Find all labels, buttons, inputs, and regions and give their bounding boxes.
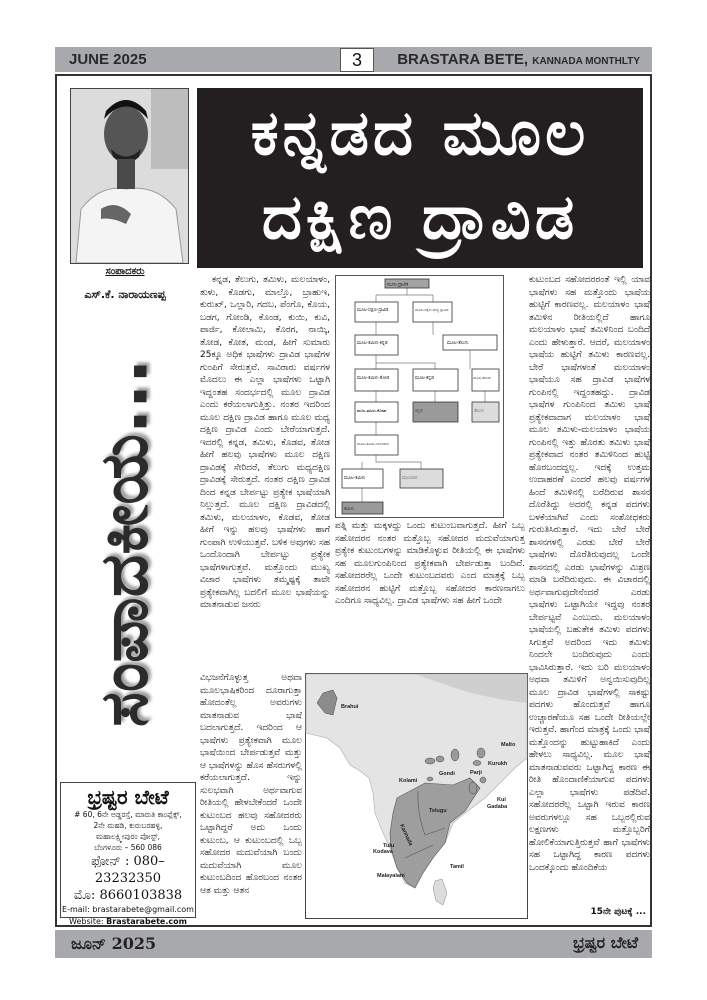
node-label: ತಮಿಳು — [344, 507, 355, 512]
mobile: ಮೊ: 8660103838 — [73, 888, 183, 903]
publication-sub: KANNADA MONTHLTY — [532, 56, 640, 67]
article-column-2 — [335, 520, 525, 672]
headline-line-2: ದಕ್ಷಿಣ ದ್ರಾವಿಡ — [261, 180, 579, 253]
node-label: ಮೂಲ-ತೆಲುಗು — [473, 376, 491, 380]
header-publication — [397, 51, 640, 68]
address-line: 2ನೇ ಮಹಡಿ, ಕುರುಬರಹಳ್ಳಿ, — [93, 821, 163, 830]
node-label: ಮೂಲ-ತಮಿಳು-ಮಲಯಾಳ — [357, 442, 389, 446]
map-label-malayalam: Malayalam — [377, 873, 405, 879]
phone: ಫೋನ್ : 080–23232350 — [91, 854, 165, 886]
node-label: ಮೂಲ-ತಮಿಳು-ಕೊಡವ — [357, 408, 387, 413]
map-label-telugu: Telugu — [429, 808, 447, 814]
article-paragraph: ಪತ್ನಿ ಮತ್ತು ಮಕ್ಕಳದ್ದು ಒಂದು ಕುಟುಂಬವಾಗುತ್ತದೆ. ಹೀಗೆ ಒಬ್ಬ ಸಹೋದರನ ನಂತರ ಮತ್ತೊಬ್ಬ ಸಹೋದರ ಮದುವೆಯಾಗುತ್ತ ಪ್ರತ್ಯೇಕ ಕುಟುಂಬಗಳನ್ನು ಮಾಡಿಕೊಳ್ಳುವ ರೀತಿಯಲ್ಲಿ ಈ ಭಾಷೆಗಳು ಸಹ ಮೂಲಗುಂಪಿನಿಂದ ಪ್ರತ್ಯೇಕವಾಗಿ ಬೇರ್ಪಡುತ್ತಾ ಬಂದಿವೆ. ಸಹೋದರರೆಲ್ಲ ಒಂದೇ ಕುಟುಂಬದವರು ಎಂದ ಮಾತ್ರಕ್ಕೆ ಒಬ್ಬ ಸಹೋದರನ ಹುಟ್ಟಿಗೆ ಮತ್ತೊಬ್ಬ ಸಹೋದರ ಕಾರಣನಾಗಲು ಎಂದಿಗೂ ಸಾಧ್ಯವಿಲ್ಲ. ದ್ರಾವಿಡ ಭಾಷೆಗಳು ಸಹ ಹೀಗೆ ಒಂದೇ — [335, 521, 525, 606]
editor-name: ಎಸ್.ಕೆ. ನಾರಾಯಣಪ್ಪ — [84, 288, 166, 301]
node-label: ಕನ್ನಡ — [415, 409, 423, 414]
website-label: Website: — [69, 917, 104, 926]
editor-label: ಸಂಪಾದಕರು — [105, 266, 145, 277]
language-family-tree-diagram — [335, 275, 505, 519]
footer-date: ಜೂನ್ 2025 — [71, 934, 157, 953]
footer-publication: ಭ್ರಷ್ಟರ ಬೇಟೆ — [573, 933, 638, 952]
node-label: ಮೂಲ-ತೆಲುಗು — [447, 341, 469, 346]
article-paragraph: ಕುಟುಂಬದ ಸಹೋದರರಂತೆ ಇಲ್ಲಿ ಯಾವ ಭಾಷೆಗಳು ಸಹ ಮತ್ತೊಂದು ಭಾಷೆಯ ಹುಟ್ಟಿಗೆ ಕಾರಣವಲ್ಲ. ಮಲಯಾಳಂ ಭಾಷೆ ತಮಿಳಿನ ರೀತಿಯಲ್ಲಿದೆ ಹಾಗೂ ಮಲಯಾಳಂ ಭಾಷೆ ತಮಿಳಿನಿಂದ ಬಂದಿದೆ ಎಂದು ಹೇಳುತ್ತಾರೆ. ಆದರೆ, ಮಲಯಾಳಂ ಭಾಷೆಯ ಹುಟ್ಟಿಗೆ ತಮಿಳು ಕಾರಣವಲ್ಲ. ಬೇರೆ ಭಾಷೆಗಳಂತೆ ಮಲಯಾಳಂ ಭಾಷೆಯೂ ಸಹ ದ್ರಾವಿಡ ಭಾಷೆಗಳ ಗುಂಪಿನಲ್ಲಿ ಇದ್ದಂತಹದ್ದು. ದ್ರಾವಿಡ ಭಾಷೆಗಳ ಗುಂಪಿನಿಂದ ತಮಿಳು ಭಾಷೆ ಪ್ರತ್ಯೇಕವಾದಾಗ ಮಲಯಾಳಂ ಭಾಷೆ ಮೂಲ ತಮಿಳು-ಮಲಯಾಳಂ ಭಾಷೆಯ ಗುಂಪಿನಲ್ಲಿ ಇತ್ತು ಹೊರತು ತಮಿಳು ಭಾಷೆ ಪ್ರತ್ಯೇಕವಾದ ನಂತರ ತಮಿಳಿನಿಂದ ಹುಟ್ಟಿ ಹೊರಬಂದದ್ದಲ್ಲ. ಇದಕ್ಕೆ ಉತ್ತಮ ಉದಾಹರಣೆ ಎಂದರೆ ಹಲವು ವರ್ಷಗಳ ಹಿಂದೆ ತಮಿಳಿನಲ್ಲಿ ಬರೆದಿರುವ ಶಾಸನ ದೊರೆತಿದ್ದು ಅದರಲ್ಲಿ ಕನ್ನಡ ಪದಗಳು ಬಳಕೆಯಾಗಿವೆ ಎಂದು ಸಂಶೋಧಕರು ಗುರುತಿಸಿರುತ್ತಾರೆ. ಇದು ಬೇರೆ ಬೇರೆ ಶಾಸನಗಳಲ್ಲಿ ಎರಡು ಬೇರೆ ಬೇರೆ ಭಾಷೆಗಳು ದೊರೆತಿರುವುದಲ್ಲ ಒಂದೇ ಶಾಸನದಲ್ಲಿ ಎರಡು ಭಾಷೆಗಳನ್ನು ಮಿಶ್ರಣ ಮಾಡಿ ಬರೆದಿರುವುದು. ಈ ವಿಚಾರದಲ್ಲಿ ಅರ್ಥವಾಗುವುದೇನೆಂದರೆ ಎರಡು ಭಾಷೆಗಳು ಒಟ್ಟಾಗಿಯೇ ಇದ್ದವು ನಂತರ ಬೇರ್ಪಟ್ಟವೆ ಎಂಬುದು. ಮಲಯಾಳಂ ಭಾಷೆಯಲ್ಲಿ ಬಹುತೇಕ ತಮಿಳು ಪದಗಳು ಸಿಗುತ್ತವೆ ಅದರಿಂದ ಇದು ತಮಿಳು ನಿಂದಲೇ ಬಂದಿರುವುದು ಎಂದು ಭಾವಿಸಿರುತ್ತಾರೆ. ಇದು ಬರಿ ಮಲಯಾಳಂ ಅಥವಾ ತಮಿಳಿಗೆ ಅನ್ವಯಿಸುವುದಿಲ್ಲ ಮೂಲ ದ್ರಾವಿಡ ಭಾಷೆಗಳಲ್ಲಿ ಸಾಕಷ್ಟು ಪದಗಳು ಹೊಂದುತ್ತವೆ ಹಾಗೂ ಉಚ್ಚಾರಣೆಯೂ ಸಹ ಒಂದೇ ರೀತಿಯಲ್ಲೇ ಇರುತ್ತವೆ. ಹಾಗೆಂದ ಮಾತ್ರಕ್ಕೆ ಒಂದು ಭಾಷೆ ಮತ್ತೊಂದನ್ನು ಹುಟ್ಟುಹಾಕಿದೆ ಎಂದು ಹೇಳಲು ಸಾಧ್ಯವಿಲ್ಲ. ಮೂಲ ಭಾಷೆ ಮಾತನಾಡುವವರು ಒಟ್ಟಾಗಿದ್ದ ಕಾರಣ ಈ ರೀತಿ ಹೊಂದಾಣಿಕೆಯಾಗುವ ಪದಗಳು ಎಲ್ಲಾ ಭಾಷೆಗಳು ಪಡೆದಿವೆ. ಸಹೋದರರೆಲ್ಲ ಒಟ್ಟಾಗಿ ಇರುವ ಕಾರಣ ಅವರುಗಳಲ್ಲೂ ಸಹ ಒಬ್ಬರಲ್ಲಿರುವ ಲಕ್ಷಣಗಳು ಮತ್ತೊಬ್ಬರಿಗೆ ಹೋಲಿಕೆಯಾಗುತ್ತಿರುತ್ತವೆ ಹಾಗೆ ಭಾಷೆಗಳು ಸಹ ಒಟ್ಟಾಗಿದ್ದ ಕಾರಣ ಪದಗಳು ಒಂದಕ್ಕೊಂದು ಹೊಂದಿಕೆಯ — [529, 275, 650, 873]
website[interactable] — [61, 916, 195, 928]
map-label-kolami: Kolami — [399, 778, 418, 784]
page-number: 3 — [340, 48, 374, 72]
map-label-kui: Kui — [497, 797, 506, 803]
headline-block — [197, 88, 643, 268]
node-label: ಮೂಲ-ದಕ್ಷಿಣ-ದ್ರಾವಿಡ — [357, 308, 389, 313]
article-paragraph: ಕನ್ನಡ, ತೆಲುಗು, ತಮಿಳು, ಮಲಯಾಳಂ, ತುಳು, ಕೊಡಗು, ಮಾಲ್ತೊ, ಬ್ರಾಹುಇ, ಕುರುಖ್, ಒಲ್ಲಾರಿ, ಗದಬ, ಪೆಂಗೊ, ಕೊಯ, ಬಡಗ, ಗೋಂಡಿ, ಕೊಂಡ, ಕುಯಿ, ಕುವಿ, ಪಾರ್ಜಿ, ಕೋಲಾಮಿ, ಕೊರಗ, ನಾಯ್ಕಿ, ತೋಡ, ಕೋತ, ಮಂಡ, ಹೀಗೆ ಸುಮಾರು 25ಕ್ಕೂ ಅಧಿಕ ಭಾಷೆಗಳು ದ್ರಾವಿಡ ಭಾಷೆಗಳ ಗುಂಪಿಗೆ ಸೇರುತ್ತವೆ. ಸಾವಿರಾರು ವರ್ಷಗಳ ಮೊದಲು ಈ ಎಲ್ಲಾ ಭಾಷೆಗಳು ಒಟ್ಟಾಗಿ ಇದ್ದಂತಹ ಸಂದರ್ಭದಲ್ಲಿ ಮೂಲ ದ್ರಾವಿಡ ಎಂದು ಕರೆಯಲಾಗುತ್ತಿತ್ತು. ನಂತರ ಇದರಿಂದ ಮೂಲ ದಕ್ಷಿಣ ದ್ರಾವಿಡ ಹಾಗೂ ಮೂಲ ಮಧ್ಯ ದಕ್ಷಿಣ ದ್ರಾವಿಡ ಎಂದು ಬೇರೆಯಾಗುತ್ತದೆ. ಇದರಲ್ಲಿ ಕನ್ನಡ, ತಮಿಳು, ಕೊಡವ, ತೋಡ ಹೀಗೆ ಹಲವು ಭಾಷೆಗಳು ಮೂಲ ದಕ್ಷಿಣ ದ್ರಾವಿಡಕ್ಕೆ ಸೇರಿದರೆ, ತೆಲುಗು ಮಧ್ಯದಕ್ಷಿಣ ದ್ರಾವಿಡಕ್ಕೆ ಸೇರುತ್ತದೆ. ನಂತರ ದಕ್ಷಿಣ ದ್ರಾವಿಡ ದಿಂದ ಕನ್ನಡ ಬೇರ್ಪಟ್ಟು ಪ್ರತ್ಯೇಕ ಭಾಷೆಯಾಗಿ ನಿಲ್ಲುತ್ತದೆ. ಮೂಲ ದಕ್ಷಿಣ ದ್ರಾವಿಡದಲ್ಲಿ ತಮಿಳು, ಮಲಯಾಳಂ, ಕೊಡವ, ತೋಡ ಹೀಗೆ ಇನ್ನು ಹಲವು ಭಾಷೆಗಳು ಹಾಗೆ ಗುಂಪಾಗಿ ಉಳಿಯುತ್ತವೆ. ಬಳಿಕ ಅವುಗಳು ಸಹ ಒಂದೊಂದಾಗಿ ಬೇರ್ಪಟ್ಟು ಪ್ರತ್ಯೇಕ ಭಾಷೆಗಳಾಗುತ್ತವೆ. ಮತ್ತೊಂದು ಮುಖ್ಯ ವಿಚಾರ ಭಾಷೆಗಳು ತಮ್ಮಷ್ಟಕ್ಕೆ ತಾವೇ ಪ್ರತ್ಯೇಕವಾಗಿಲ್ಲ ಬದಲಿಗೆ ಮೂಲ ಭಾಷೆಯನ್ನು ಮಾತನಾಡುವ ಜನರು — [200, 275, 330, 610]
map-label-tamil: Tamil — [450, 864, 464, 870]
node-label: ಮೂಲ-ತಮಿಳು-ಕನ್ನಡ — [357, 341, 388, 346]
map-label-gadaba: Gadaba — [487, 804, 508, 810]
address-line: ಮಹಾಲಕ್ಷ್ಮೀಪುರಂ ಪೋಸ್ಟ್, — [95, 832, 160, 841]
map-label-tulu: Tulu — [383, 843, 395, 849]
headline-line-1: ಕನ್ನಡದ ಮೂಲ — [250, 96, 590, 169]
address-box — [60, 782, 196, 926]
node-label: ಮೂಲ-ದ್ರಾವಿಡ — [387, 282, 409, 288]
map-label-gondi: Gondi — [439, 771, 455, 777]
editor-photo — [70, 88, 189, 264]
editor-portrait-image — [71, 89, 188, 263]
address-line: # 60, 6ನೇ ಅಡ್ಡರಸ್ತೆ, ಮಾರುತಿ ಕಾಂಪ್ಲೆಕ್ಸ್, — [74, 810, 182, 819]
article-paragraph: ವಿಭಜನೆಗೊಳ್ಳುತ್ತ ಅಥವಾ ಮೂಲಭಾಷಿಕರಿಂದ ದೂರಾಗುತ್ತಾ ಹೋದಂತೆಲ್ಲ ಅವರುಗಳು ಮಾತನಾಡುವ ಭಾಷೆ ಬದಲಾಗುತ್ತದೆ. ಇದರಿಂದ ಆ ಭಾಷೆಗಳು ಪ್ರತ್ಯೇಕವಾಗಿ ಮೂಲ ಭಾಷೆಯಿಂದ ಬೇರ್ಪಡುತ್ತವೆ ಮತ್ತು ಆ ಭಾಷೆಗಳನ್ನು ಹೊಸ ಹೆಸರುಗಳಲ್ಲಿ ಕರೆಯಲಾಗುತ್ತದೆ. ಇನ್ನು ಸುಲಭವಾಗಿ ಅರ್ಥವಾಗುವ ರೀತಿಯಲ್ಲಿ ಹೇಳಬೇಕೆಂದರೆ ಒಂದೇ ಕುಟುಂಬದ ಹಲವು ಸಹೋದರರು ಒಟ್ಟಾಗಿದ್ದರೆ ಅದು ಒಂದು ಕುಟುಂಬ, ಆ ಕುಟುಂಬದಲ್ಲಿ ಒಬ್ಬ ಸಹೋದರ ಮದುವೆಯಾಗಿ ಬಂದು ಮದುವೆಯಾಗಿ ಮೂಲ ಕುಟುಂಬದಿಂದ ಹೊರಬಂದ ನಂತರ ಆತ ಮತ್ತು ಆತನ — [200, 673, 302, 896]
node-label: ತೆಲುಗು — [474, 409, 485, 414]
map-label-kannada: Kannada — [398, 823, 414, 847]
node-label: ಮೂಲ-ದಕ್ಷಿಣ-ಮಧ್ಯ ದ್ರಾವಿಡ — [415, 308, 449, 312]
node-label: ಮೂಲ-ತಮಿಳು-ತೋಡ — [357, 376, 389, 381]
address-publication-name: ಭ್ರಷ್ಟರ ಬೇಟೆ — [87, 785, 169, 809]
map-label-parji: Parji — [470, 770, 482, 776]
article-column-1 — [200, 274, 330, 672]
address-line: ಬೆಂಗಳೂರು – 560 086 — [94, 843, 162, 852]
page-header — [55, 47, 652, 72]
editorial-vertical-title — [62, 312, 188, 774]
node-label: ಮೂಲ-ಕನ್ನಡ — [415, 376, 434, 381]
tree-node — [472, 369, 499, 391]
page-footer — [55, 930, 652, 958]
continued-note: 15ನೇ ಪುಟಕ್ಕೆ ... — [588, 906, 646, 919]
map-label-malto: Malto — [501, 742, 516, 748]
node-label: ಮೂಲ-ತಮಿಳು — [344, 476, 366, 481]
publication-name: BRASTARA BETE, — [397, 51, 529, 68]
email-link[interactable]: E-mail: brastarabete@gmail.com — [62, 905, 194, 914]
vertical-title-text: ಸಂಪಾದಕೀಯ... — [85, 358, 163, 728]
map-label-kodava: Kodava — [373, 849, 393, 855]
article-column-3 — [529, 274, 650, 918]
article-column-1-continued — [200, 672, 302, 918]
header-date: JUNE 2025 — [69, 51, 147, 68]
website-link[interactable]: Brastarabete.com — [106, 917, 187, 926]
map-label-brahui: Brahui — [341, 704, 359, 710]
node-label: ಮಲಯಾಳ — [402, 476, 418, 481]
map-label-kurukh: Kurukh — [488, 761, 508, 767]
tree-node — [413, 302, 452, 322]
dravidian-languages-map — [305, 673, 528, 919]
